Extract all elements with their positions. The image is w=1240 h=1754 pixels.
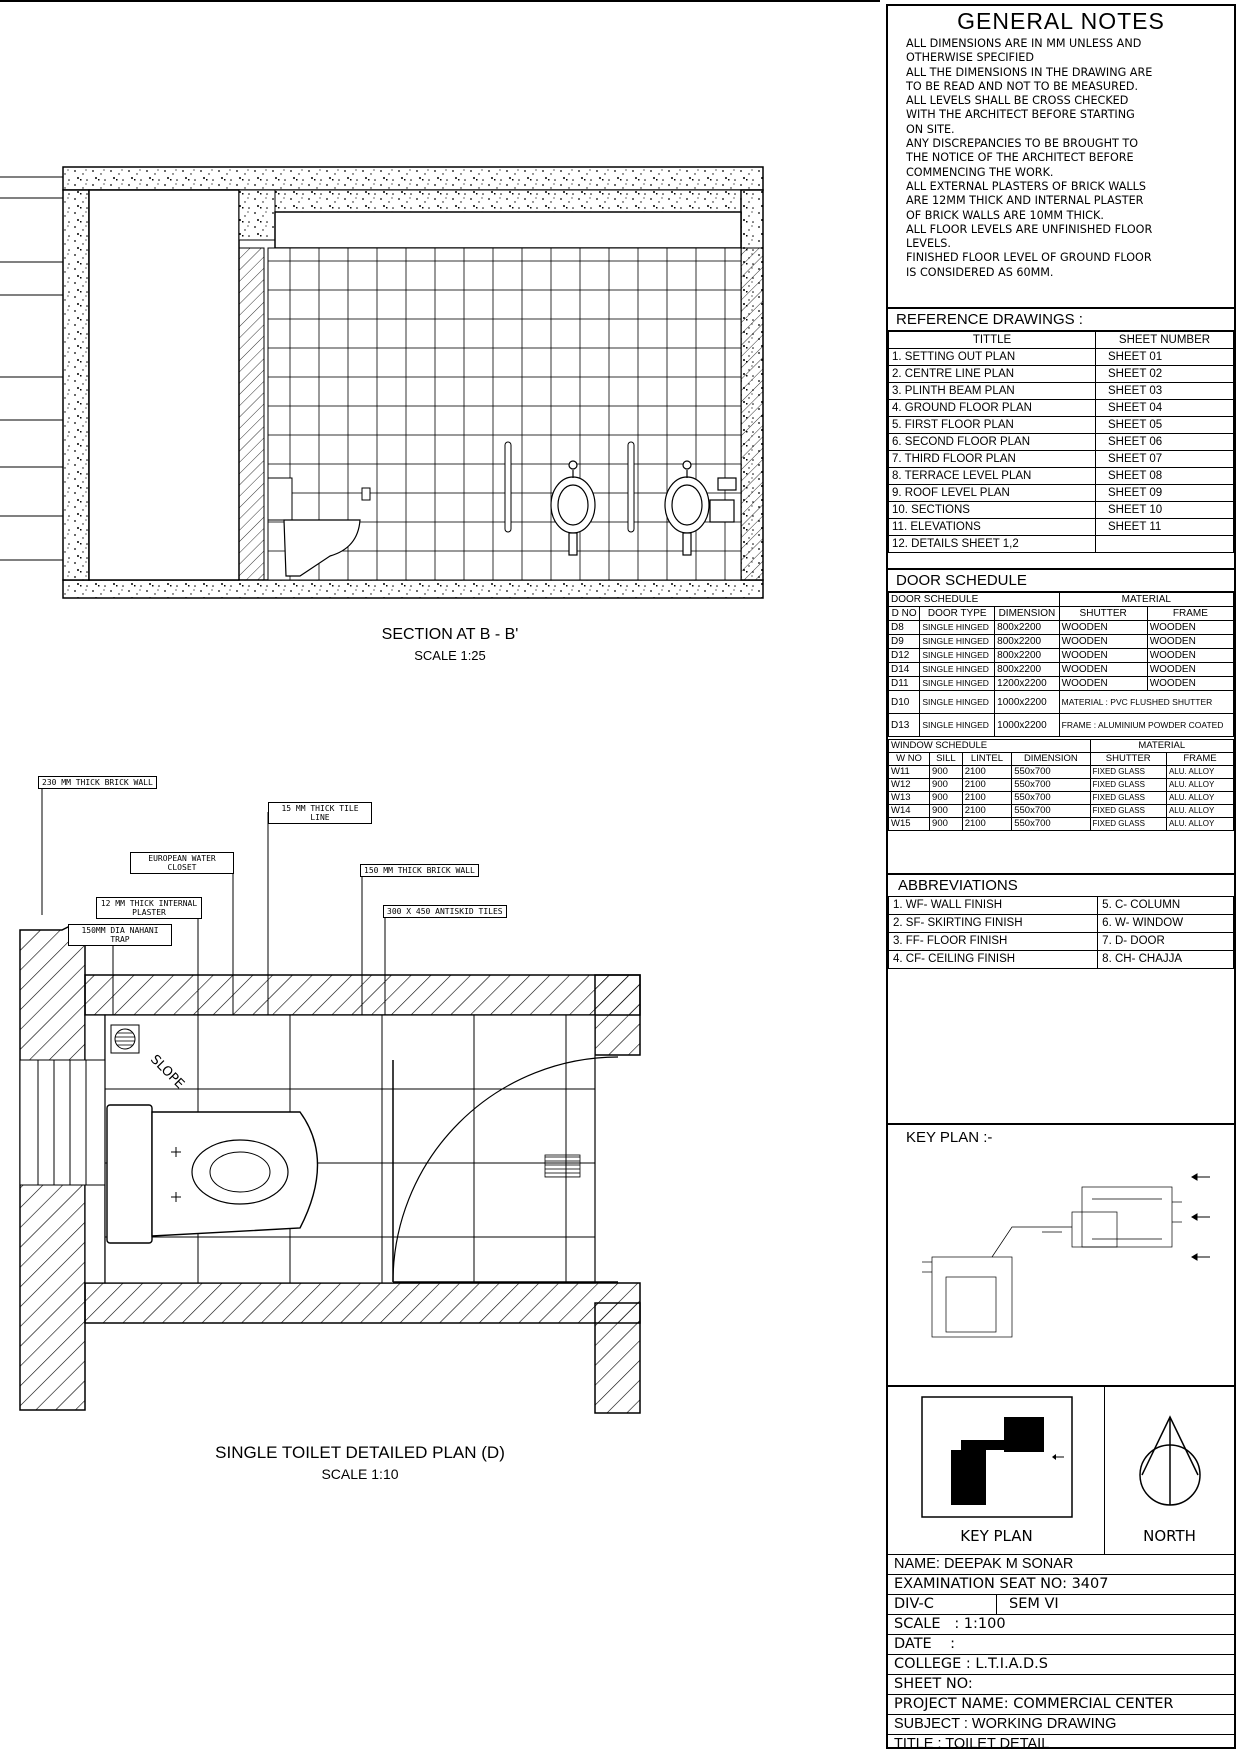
window-header-cell: LINTEL (962, 753, 1012, 766)
ref-header-sheet: SHEET NUMBER (1096, 332, 1234, 349)
door-cell: WOODEN (1147, 677, 1233, 691)
table-row (889, 519, 1234, 536)
door-cell: WOODEN (1059, 663, 1147, 677)
window-cell: 900 (930, 766, 963, 779)
table-row (889, 951, 1234, 969)
window-cell: FIXED GLASS (1090, 818, 1166, 831)
plan-scale: SCALE 1:10 (321, 1466, 399, 1482)
key-plan-panel (888, 1125, 1234, 1387)
slope-label: SLOPE (147, 1052, 188, 1093)
table-row (889, 677, 1234, 691)
door-group-left: DOOR SCHEDULE (889, 593, 1060, 607)
division: DIV-C (888, 1595, 997, 1614)
door-cell: WOODEN (1147, 635, 1233, 649)
label-water-closet: EUROPEAN WATER CLOSET (130, 852, 234, 874)
table-row (889, 349, 1234, 366)
abbreviation-cell: 8. CH- CHAJJA (1098, 951, 1234, 969)
label-antiskid: 300 X 450 ANTISKID TILES (383, 905, 507, 918)
sheet-no-row: SHEET NO: (888, 1675, 1234, 1695)
drawing-title-cell: 5. FIRST FLOOR PLAN (889, 417, 1096, 434)
window-cell: 900 (930, 779, 963, 792)
general-note-line: ALL THE DIMENSIONS IN THE DRAWING ARE (906, 65, 1153, 79)
sheet-number-cell: SHEET 07 (1096, 451, 1234, 468)
door-cell: MATERIAL : PVC FLUSHED SHUTTER (1059, 691, 1233, 714)
window-cell: W11 (889, 766, 930, 779)
window-cell: 900 (930, 818, 963, 831)
general-note-line: OF BRICK WALLS ARE 10MM THICK. (906, 208, 1104, 222)
abbreviation-cell: 3. FF- FLOOR FINISH (889, 933, 1098, 951)
door-cell: 1200x2200 (995, 677, 1059, 691)
general-note-line: ALL EXTERNAL PLASTERS OF BRICK WALLS (906, 179, 1146, 193)
window-cell: 2100 (962, 792, 1012, 805)
drawing-title-cell: 6. SECOND FLOOR PLAN (889, 434, 1096, 451)
general-note-line: ALL DIMENSIONS ARE IN MM UNLESS AND (906, 37, 1142, 50)
window-cell: 550x700 (1012, 805, 1090, 818)
table-row (889, 400, 1234, 417)
window-group-left: WINDOW SCHEDULE (889, 740, 1091, 753)
key-plan-drawing (902, 1157, 1222, 1357)
abbreviation-cell: 5. C- COLUMN (1098, 897, 1234, 915)
general-note-line: FINISHED FLOOR LEVEL OF GROUND FLOOR (906, 251, 1152, 265)
window-cell: FIXED GLASS (1090, 805, 1166, 818)
table-row (889, 897, 1234, 915)
table-row (889, 383, 1234, 400)
door-cell: D11 (889, 677, 920, 691)
abbreviation-cell: 2. SF- SKIRTING FINISH (889, 915, 1098, 933)
window-cell: FIXED GLASS (1090, 766, 1166, 779)
table-row (889, 915, 1234, 933)
door-schedule-rows (889, 621, 1234, 737)
table-row (889, 766, 1234, 779)
door-cell: D10 (889, 691, 920, 714)
table-row (889, 779, 1234, 792)
window-cell: 550x700 (1012, 766, 1090, 779)
door-cell: SINGLE HINGED (920, 663, 995, 677)
general-note-line: ALL FLOOR LEVELS ARE UNFINISHED FLOOR (906, 222, 1153, 236)
key-plan-title: KEY PLAN :- (906, 1129, 993, 1146)
door-cell: D12 (889, 649, 920, 663)
drawing-title-cell: 10. SECTIONS (889, 502, 1096, 519)
door-cell: 1000x2200 (995, 691, 1059, 714)
abbreviations-title: ABBREVIATIONS (898, 877, 1018, 894)
door-cell: 800x2200 (995, 663, 1059, 677)
general-note-line: COMMENCING THE WORK. (906, 165, 1054, 179)
window-cell: W14 (889, 805, 930, 818)
window-cell: ALU. ALLOY (1166, 779, 1233, 792)
drawing-border-top (0, 0, 880, 2)
general-notes-panel (888, 6, 1234, 309)
drawing-title-cell: 9. ROOF LEVEL PLAN (889, 485, 1096, 502)
table-row (889, 663, 1234, 677)
drawing-title-cell: 4. GROUND FLOOR PLAN (889, 400, 1096, 417)
door-header-cell: SHUTTER (1059, 607, 1147, 621)
abbreviation-cell: 6. W- WINDOW (1098, 915, 1234, 933)
door-cell: SINGLE HINGED (920, 621, 995, 635)
subject-row: SUBJECT : WORKING DRAWING (888, 1715, 1234, 1735)
section-title: SECTION AT B - B' (381, 626, 519, 643)
drawing-title-cell: 12. DETAILS SHEET 1,2 (889, 536, 1096, 553)
sheet-number-cell: SHEET 08 (1096, 468, 1234, 485)
reference-drawings-panel (888, 309, 1234, 570)
window-cell: 2100 (962, 766, 1012, 779)
door-cell: 800x2200 (995, 635, 1059, 649)
table-row (889, 649, 1234, 663)
abbreviations-panel (888, 875, 1234, 1125)
door-schedule-panel (888, 570, 1234, 875)
exam-seat-no: EXAMINATION SEAT NO: 3407 (888, 1575, 1234, 1595)
sheet-number-cell: SHEET 03 (1096, 383, 1234, 400)
sheet-number-cell: SHEET 02 (1096, 366, 1234, 383)
general-note-line: ANY DISCREPANCIES TO BE BROUGHT TO (906, 137, 1139, 151)
college-row: COLLEGE : L.T.I.A.D.S (888, 1655, 1234, 1675)
door-group-right: MATERIAL (1059, 593, 1233, 607)
door-cell: WOODEN (1147, 621, 1233, 635)
table-row (889, 635, 1234, 649)
door-cell: SINGLE HINGED (920, 635, 995, 649)
semester: SEM VI (1009, 1596, 1059, 1612)
table-row (889, 485, 1234, 502)
window-header-cell: W NO (889, 753, 930, 766)
table-row (889, 468, 1234, 485)
table-row (889, 691, 1234, 714)
drawing-title-cell: 7. THIRD FLOOR PLAN (889, 451, 1096, 468)
window-cell: 550x700 (1012, 792, 1090, 805)
door-cell: 800x2200 (995, 621, 1059, 635)
window-cell: 2100 (962, 818, 1012, 831)
door-header-cell: D NO (889, 607, 920, 621)
label-tile-line: 15 MM THICK TILE LINE (268, 802, 372, 824)
drawing-title-cell: 8. TERRACE LEVEL PLAN (889, 468, 1096, 485)
abbreviation-cell: 1. WF- WALL FINISH (889, 897, 1098, 915)
abbreviation-cell: 4. CF- CEILING FINISH (889, 951, 1098, 969)
ref-header-title: TITTLE (889, 332, 1096, 349)
table-row (889, 417, 1234, 434)
window-schedule-rows (889, 766, 1234, 831)
table-row (889, 451, 1234, 468)
door-cell: FRAME : ALUMINIUM POWDER COATED (1059, 714, 1233, 737)
key-plan-north-panel (888, 1387, 1234, 1555)
window-schedule-table (888, 739, 1234, 831)
door-cell: WOODEN (1059, 635, 1147, 649)
table-row (889, 502, 1234, 519)
door-cell: WOODEN (1059, 649, 1147, 663)
window-cell: ALU. ALLOY (1166, 792, 1233, 805)
table-row (889, 714, 1234, 737)
door-cell: SINGLE HINGED (920, 677, 995, 691)
general-note-line: OTHERWISE SPECIFIED (906, 51, 1034, 65)
door-schedule-table (888, 592, 1234, 737)
date-row: DATE : (888, 1635, 1234, 1655)
sheet-number-cell: SHEET 05 (1096, 417, 1234, 434)
door-schedule-title: DOOR SCHEDULE (888, 570, 1234, 592)
reference-drawings-table (888, 331, 1234, 553)
sheet-number-cell: SHEET 04 (1096, 400, 1234, 417)
project-name-row: PROJECT NAME: COMMERCIAL CENTER (888, 1695, 1234, 1715)
general-note-line: IS CONSIDERED AS 60MM. (906, 265, 1054, 279)
sheet-number-cell: SHEET 09 (1096, 485, 1234, 502)
door-cell: D8 (889, 621, 920, 635)
window-header-cell: SILL (930, 753, 963, 766)
section-scale: SCALE 1:25 (414, 648, 486, 663)
general-note-line: THE NOTICE OF THE ARCHITECT BEFORE (906, 151, 1134, 165)
title-sheet-panel (886, 4, 1236, 1752)
window-cell: 900 (930, 792, 963, 805)
label-internal-plaster: 12 MM THICK INTERNAL PLASTER (96, 897, 202, 919)
general-note-line: LEVELS. (906, 237, 951, 251)
window-header-cell: FRAME (1166, 753, 1233, 766)
north-label: NORTH (1143, 1527, 1196, 1545)
door-cell: D13 (889, 714, 920, 737)
door-cell: WOODEN (1059, 677, 1147, 691)
window-cell: ALU. ALLOY (1166, 818, 1233, 831)
sheet-number-cell (1096, 536, 1234, 553)
general-note-line: ALL LEVELS SHALL BE CROSS CHECKED (906, 94, 1129, 108)
sheet-number-cell: SHEET 01 (1096, 349, 1234, 366)
general-note-line: WITH THE ARCHITECT BEFORE STARTING (906, 108, 1135, 122)
door-cell: SINGLE HINGED (920, 714, 995, 737)
table-row (889, 805, 1234, 818)
title-row: TITLE : TOILET DETAIL (894, 1736, 1050, 1752)
door-cell: 800x2200 (995, 649, 1059, 663)
student-name: NAME: DEEPAK M SONAR (888, 1555, 1234, 1575)
door-header-cell: DIMENSION (995, 607, 1059, 621)
window-cell: 550x700 (1012, 779, 1090, 792)
window-cell: 2100 (962, 805, 1012, 818)
drawing-title-cell: 2. CENTRE LINE PLAN (889, 366, 1096, 383)
window-header-cell: DIMENSION (1012, 753, 1090, 766)
door-cell: D9 (889, 635, 920, 649)
reference-drawings-rows (889, 349, 1234, 553)
window-header-cell: SHUTTER (1090, 753, 1166, 766)
drawing-title-cell: 1. SETTING OUT PLAN (889, 349, 1096, 366)
door-cell: WOODEN (1059, 621, 1147, 635)
door-cell: WOODEN (1147, 663, 1233, 677)
scale-row: SCALE : 1:100 (888, 1615, 1234, 1635)
window-cell: W13 (889, 792, 930, 805)
drawing-title-cell: 3. PLINTH BEAM PLAN (889, 383, 1096, 400)
general-note-line: ARE 12MM THICK AND INTERNAL PLASTER (906, 194, 1144, 208)
label-150-wall: 150 MM THICK BRICK WALL (360, 864, 479, 877)
window-cell: FIXED GLASS (1090, 792, 1166, 805)
window-cell: 900 (930, 805, 963, 818)
section-view (0, 167, 763, 598)
door-header-cell: FRAME (1147, 607, 1233, 621)
label-nahani-trap: 150MM DIA NAHANI TRAP (68, 924, 172, 946)
door-cell: SINGLE HINGED (920, 691, 995, 714)
reference-drawings-title: REFERENCE DRAWINGS : (888, 309, 1234, 331)
door-cell: D14 (889, 663, 920, 677)
north-arrow-icon (1130, 1397, 1210, 1517)
sheet-number-cell: SHEET 11 (1096, 519, 1234, 536)
table-row (889, 536, 1234, 553)
sheet-number-cell: SHEET 10 (1096, 502, 1234, 519)
table-row (889, 621, 1234, 635)
drawing-title-cell: 11. ELEVATIONS (889, 519, 1096, 536)
door-header-cell: DOOR TYPE (920, 607, 995, 621)
window-cell: ALU. ALLOY (1166, 766, 1233, 779)
sheet-number-cell: SHEET 06 (1096, 434, 1234, 451)
general-notes-body (888, 35, 1234, 283)
window-cell: 550x700 (1012, 818, 1090, 831)
label-230-wall: 230 MM THICK BRICK WALL (38, 776, 157, 789)
window-cell: W12 (889, 779, 930, 792)
door-cell: WOODEN (1147, 649, 1233, 663)
door-cell: SINGLE HINGED (920, 649, 995, 663)
table-row (889, 434, 1234, 451)
general-note-line: TO BE READ AND NOT TO BE MEASURED. (906, 79, 1139, 93)
plan-title: SINGLE TOILET DETAILED PLAN (D) (215, 1443, 505, 1462)
plan-view (20, 782, 640, 1413)
window-cell: FIXED GLASS (1090, 779, 1166, 792)
small-key-plan-title: KEY PLAN (960, 1527, 1033, 1545)
table-row (889, 818, 1234, 831)
door-cell: 1000x2200 (995, 714, 1059, 737)
general-note-line: ON SITE. (906, 122, 955, 136)
window-cell: ALU. ALLOY (1166, 805, 1233, 818)
abbreviations-table (888, 896, 1234, 969)
div-sem-row (888, 1595, 1234, 1615)
small-key-plan-drawing (896, 1395, 1096, 1525)
general-notes-title: GENERAL NOTES (957, 8, 1165, 34)
window-group-right: MATERIAL (1090, 740, 1234, 753)
abbreviation-cell: 7. D- DOOR (1098, 933, 1234, 951)
table-row (889, 366, 1234, 383)
table-row (889, 792, 1234, 805)
window-cell: W15 (889, 818, 930, 831)
window-cell: 2100 (962, 779, 1012, 792)
table-row (889, 933, 1234, 951)
